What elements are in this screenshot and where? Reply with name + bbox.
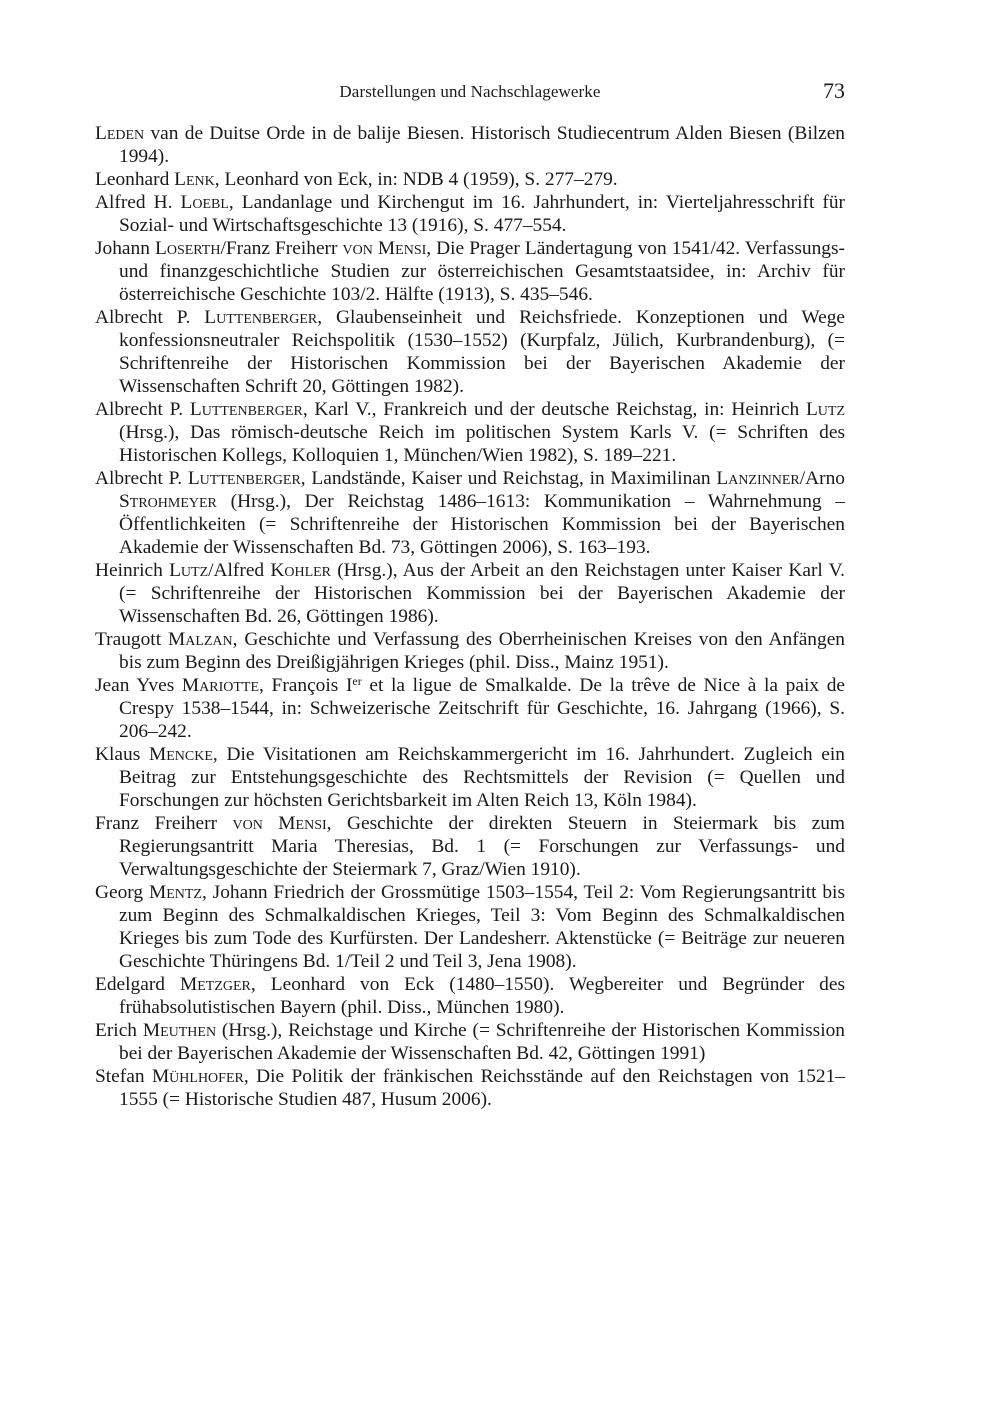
author-surname: Leden (95, 123, 145, 144)
author-surname: Loebl (180, 192, 229, 213)
entry-text: , Leonhard von Eck (1480–1550). Wegbereiter und Begründer des frühabsolutistischen Bayern (phil. Diss., München 1980). (119, 974, 845, 1018)
entry-text: Albrecht P. (95, 468, 188, 489)
page-number: 73 (823, 78, 845, 103)
bibliography-entry (95, 1065, 845, 1111)
entry-text: Albrecht P. (95, 307, 205, 328)
entry-text: Franz Freiherr (95, 813, 233, 834)
bibliography-entry (95, 973, 845, 1019)
bibliography-entry (95, 743, 845, 812)
entry-text: , Geschichte und Verfassung des Oberrheinischen Kreises von den Anfängen bis zum Beginn des Dreißigjährigen Krieges (phil. Diss., Mainz 1951). (119, 629, 846, 673)
entry-text: Stefan (95, 1066, 152, 1087)
bibliography-entry (95, 237, 845, 306)
entry-text: Traugott (95, 629, 168, 650)
entry-text: (Hrsg.), Der Reichstag 1486–1613: Kommunikation – Wahrnehmung – Öffentlichkeiten (= Schriftenreihe der Historischen Kommission bei der Bayerischen Akademie der Wissenschaften Bd. 73, Göttingen 2006), S. 163–193. (119, 491, 845, 558)
author-surname: Lutz (169, 560, 209, 581)
bibliography-entry (95, 398, 845, 467)
entry-text: Erich (95, 1020, 143, 1041)
author-surname: Luttenberger (189, 399, 303, 420)
entry-text: van de Duitse Orde in de balije Biesen. Historisch Studiecentrum Alden Biesen (Bilzen 1994). (119, 123, 845, 167)
entry-text: /Franz Freiherr (220, 238, 343, 259)
bibliography-entry (95, 1019, 845, 1065)
entry-text: (Hrsg.), Aus der Arbeit an den Reichstagen unter Kaiser Karl V. (= Schriftenreihe der Historischen Kommission bei der Bayerischen Akademie der Wissenschaften Bd. 26, Göttingen 1986). (119, 560, 846, 627)
entry-text: , Die Politik der fränkischen Reichsstände auf den Reichstagen von 1521–1555 (= Historische Studien 487, Husum 2006). (119, 1066, 845, 1110)
bibliography-entry (95, 306, 845, 398)
entry-text: , Karl V., Frankreich und der deutsche Reichstag, in: Heinrich (302, 399, 806, 420)
entry-text: , Landanlage und Kirchengut im 16. Jahrhundert, in: Vierteljahresschrift für Sozial- und Wirtschaftsgeschichte 13 (1916), S. 477–554. (119, 192, 846, 236)
bibliography-entry (95, 122, 845, 168)
bibliography-entry (95, 881, 845, 973)
entry-text: , Die Prager Ländertagung von 1541/42. Verfassungs- und finanzgeschichtliche Studien zur österreichischen Gesamtstaatsidee, in: Archiv für österreichische Geschichte 103/2. Hälfte (1913), S. 435–546. (119, 238, 845, 305)
author-surname: Loserth (154, 238, 221, 259)
entry-text: , Glaubenseinheit und Reichsfriede. Konzeptionen und Wege konfessionsneutraler Reichspolitik (1530–1552) (Kurpfalz, Jülich, Kurbrandenburg), (= Schriftenreihe der Historischen Kommission bei der Bayerischen Akademie der Wissenschaften Schrift 20, Göttingen 1982). (119, 307, 845, 397)
entry-text: Johann (95, 238, 155, 259)
entry-text: Klaus (95, 744, 149, 765)
author-surname: Lanzinner (716, 468, 800, 489)
entry-text: Heinrich (95, 560, 170, 581)
entry-text: Albrecht P. (95, 399, 190, 420)
entry-text: Jean Yves (95, 675, 182, 696)
entry-text: Alfred H. (95, 192, 181, 213)
author-surname: Lutz (805, 399, 845, 420)
bibliography-entry (95, 559, 845, 628)
bibliography-list (95, 122, 845, 1111)
author-surname: Malzan (167, 629, 233, 650)
author-surname: von Mensi (342, 238, 427, 259)
bibliography-entry (95, 674, 845, 743)
entry-text: (Hrsg.), Reichstage und Kirche (= Schriftenreihe der Historischen Kommission bei der Bayerischen Akademie der Wissenschaften Bd. 42, Göttingen 1991) (119, 1020, 845, 1064)
superscript: er (352, 674, 362, 688)
author-surname: Mariotte (181, 675, 260, 696)
entry-text: Georg (95, 882, 149, 903)
author-surname: Mencke (149, 744, 213, 765)
entry-text: (Hrsg.), Das römisch-deutsche Reich im politischen System Karls V. (= Schriften des Historischen Kollegs, Kolloquien 1, München/Wien 1982), S. 189–221. (119, 422, 845, 466)
entry-text: , Die Visitationen am Reichskammergericht im 16. Jahrhundert. Zugleich ein Beitrag zur Entstehungsgeschichte des Rechtsmittels der Revision (= Quellen und Forschungen zur höchsten Gerichtsbarkeit im Alten Reich 13, Köln 1984). (119, 744, 845, 811)
author-surname: Luttenberger (187, 468, 301, 489)
entry-text: et la ligue de Smalkalde. De la trêve de Nice à la paix de Crespy 1538–1544, in: Schweizerische Zeitschrift für Geschichte, 16. Jahrgang (1966), S. 206–242. (119, 675, 845, 742)
bibliography-entry (95, 467, 845, 559)
bibliography-entry (95, 168, 845, 191)
author-surname: Mentz (148, 882, 202, 903)
author-surname: Mühlhofer (151, 1066, 244, 1087)
entry-text: , Landstände, Kaiser und Reichstag, in Maximilinan (300, 468, 717, 489)
bibliography-entry (95, 812, 845, 881)
author-surname: Lenk (174, 169, 215, 190)
entry-text: , Johann Friedrich der Grossmütige 1503–1554, Teil 2: Vom Regierungsantritt bis zum Beginn des Schmalkaldischen Krieges, Teil 3: Vom Beginn des Schmalkaldischen Krieges bis zum Tode des Kurfürsten. Der Landesherr. Aktenstücke (= Beiträge zur neueren Geschichte Thüringens Bd. 1/Teil 2 und Teil 3, Jena 1908). (119, 882, 845, 972)
entry-text: Edelgard (95, 974, 180, 995)
entry-text: , Geschichte der direkten Steuern in Steiermark bis zum Regierungsantritt Maria Theresias, Bd. 1 (= Forschungen zur Verfassungs- und Verwaltungsgeschichte der Steiermark 7, Graz/Wien 1910). (119, 813, 845, 880)
entry-text: , Leonhard von Eck, in: NDB 4 (1959), S. 277–279. (214, 169, 618, 190)
entry-text: , François I (259, 675, 353, 696)
author-surname: Meuthen (142, 1020, 217, 1041)
bibliography-entry (95, 191, 845, 237)
bibliography-entry (95, 628, 845, 674)
author-surname: von Mensi (232, 813, 327, 834)
entry-text: /Alfred (208, 560, 271, 581)
author-surname: Metzger (180, 974, 251, 995)
author-surname: Kohler (270, 560, 332, 581)
entry-text: /Arno (799, 468, 845, 489)
page-header (95, 80, 845, 106)
running-head: Darstellungen und Nachschlagewerke (339, 82, 601, 101)
entry-text: Leonhard (95, 169, 175, 190)
author-surname: Luttenberger (204, 307, 318, 328)
author-surname: Strohmeyer (119, 491, 217, 512)
